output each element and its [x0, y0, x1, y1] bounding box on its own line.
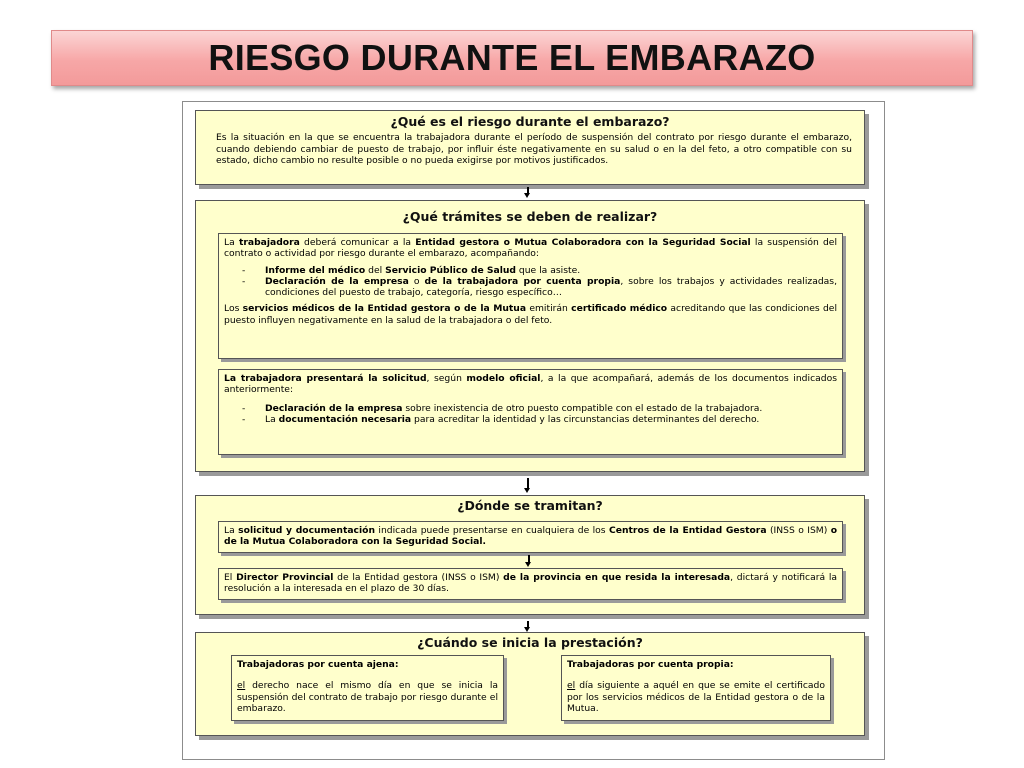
- list-item: - Informe del médico del Servicio Público de Salud que la asiste.: [242, 264, 581, 276]
- arrow-1: [527, 187, 529, 194]
- procedures-panel-b: [218, 369, 843, 455]
- where-panel-a: [218, 521, 843, 553]
- procedures-a-list: [224, 265, 837, 299]
- procedures-a-medical: Los servicios médicos de la Entidad gestora o de la Mutua emitirán certificado médico acreditando que las condiciones del puesto influyen negativamente en la salud de la trabajadora o del feto.: [224, 303, 837, 326]
- when-employed-text: el derecho nace el mismo día en que se inicia la suspensión del contrato de trabajo por riesgo durante el embarazo.: [237, 680, 498, 714]
- box-where-heading: ¿Dónde se tramitan?: [457, 498, 603, 513]
- box-where: [195, 495, 865, 615]
- procedures-panel-a: [218, 233, 843, 359]
- when-employed-heading: Trabajadoras por cuenta ajena:: [237, 659, 399, 670]
- box-what-is: [195, 110, 865, 185]
- arrow-2: [527, 478, 529, 489]
- when-panel-employed: [231, 655, 504, 721]
- procedures-a-intro: La trabajadora deberá comunicar a la Entidad gestora o Mutua Colaboradora con la Seguridad Social la suspensión del contrato o actividad por riesgo durante el embarazo, acompañando:: [224, 237, 837, 260]
- list-item: - La documentación necesaria para acreditar la identidad y las circunstancias determinantes del derecho.: [242, 413, 760, 425]
- when-panel-self-employed: [561, 655, 831, 721]
- arrow-where-inner: [528, 555, 530, 563]
- when-self-employed-text: el día siguiente a aquél en que se emite el certificado por los servicios médicos de la Entidad gestora o de la Mutua.: [567, 680, 825, 714]
- list-item: - Declaración de la empresa sobre inexistencia de otro puesto compatible con el estado de la trabajadora.: [242, 402, 763, 414]
- slide-title-banner: [51, 30, 973, 86]
- procedures-b-list: [224, 403, 837, 426]
- where-a-text: La solicitud y documentación indicada puede presentarse en cualquiera de los Centros de la Entidad Gestora (INSS o ISM) o de la Mutua Colaboradora con la Seguridad Social.: [224, 525, 838, 548]
- where-b-text: El Director Provincial de la Entidad gestora (INSS o ISM) de la provincia en que resida la interesada, dictará y notificará la resolución a la interesada en el plazo de 30 días.: [224, 572, 837, 595]
- where-panel-b: [218, 568, 843, 600]
- procedures-b-intro: La trabajadora presentará la solicitud, según modelo oficial, a la que acompañará, además de los documentos indicados anteriormente:: [224, 373, 837, 396]
- box-what-is-text: Es la situación en la que se encuentra la trabajadora durante el período de suspensión del contrato por riesgo durante el embarazo, cuando debiendo cambiar de puesto de trabajo, por influir éste negativamente en su salud o en la del feto, a otro compatible con su estado, dicho cambio no resulte posible o no pueda exigirse por motivos justificados.: [216, 132, 852, 167]
- box-procedures-heading: ¿Qué trámites se deben de realizar?: [402, 209, 658, 224]
- box-procedures: [195, 200, 865, 472]
- flowchart: [182, 101, 885, 760]
- box-when: [195, 632, 865, 736]
- box-when-heading: ¿Cuándo se inicia la prestación?: [417, 635, 643, 650]
- box-what-is-heading: ¿Qué es el riesgo durante el embarazo?: [390, 114, 670, 129]
- list-item: - Declaración de la empresa o de la trabajadora por cuenta propia, sobre los trabajos y actividades realizadas, condiciones del puesto de trabajo, categoría, riesgo específico…: [242, 275, 837, 299]
- when-self-employed-heading: Trabajadoras por cuenta propia:: [567, 659, 734, 670]
- slide-title: RIESGO DURANTE EL EMBARAZO: [208, 37, 816, 78]
- arrow-3: [527, 621, 529, 628]
